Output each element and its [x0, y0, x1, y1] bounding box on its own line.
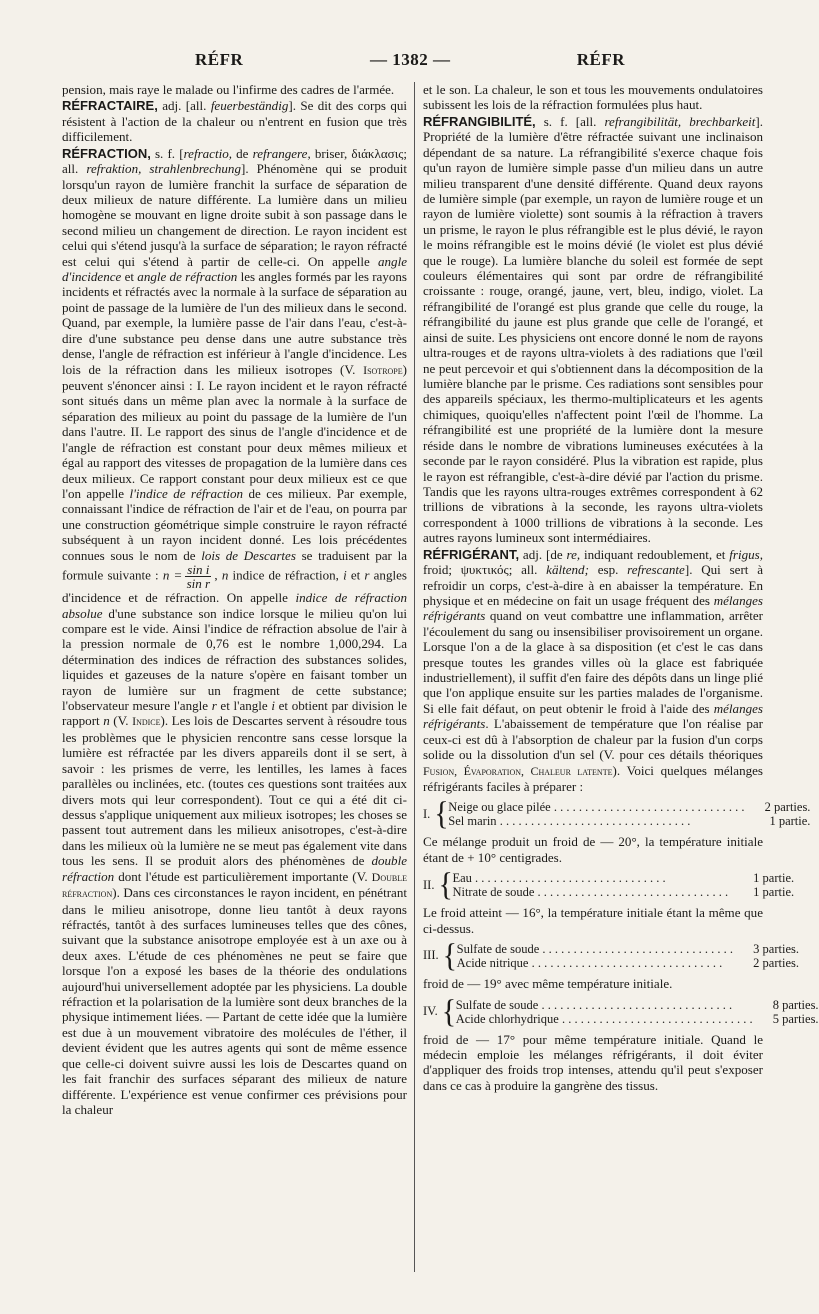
formula-fraction — [185, 563, 211, 590]
mixture-number: I. — [423, 806, 431, 821]
cross-reference: Isotrope — [363, 362, 403, 377]
mixture-row: Sulfate de soude . . . 8 parties. — [456, 998, 819, 1012]
mixture-number: II. — [423, 877, 435, 892]
brace-glyph: { — [434, 795, 449, 833]
mixture-table — [423, 866, 795, 903]
right-column — [423, 82, 819, 1302]
continued-paragraph: et le son. La chaleur, le son et tous les mouvements ondulatoires subissent les lois de la réfraction formulées plus haut. — [423, 82, 763, 113]
mixture-result: froid de — 19° avec même température initiale. — [423, 976, 673, 992]
headword: RÉFRANGIBILITÉ, — [423, 113, 536, 129]
mixture-table — [423, 992, 819, 1030]
formula-numerator: sin i — [187, 562, 210, 578]
mixture-result: Le froid atteint — 16°, la température initiale étant la même que ci-dessus. — [423, 905, 763, 936]
cross-reference: Indice — [132, 714, 161, 729]
formula-lhs: n = — [162, 567, 183, 583]
brace-glyph: { — [441, 992, 457, 1030]
column-divider — [414, 82, 415, 1272]
mixture-row: Neige ou glace pilée . . . 2 parties. — [448, 800, 810, 814]
left-column — [62, 82, 407, 1302]
brace-glyph: { — [442, 937, 458, 974]
brace-glyph: { — [438, 866, 453, 903]
entry-refractaire: RÉFRACTAIRE, adj. [all. feuerbeständig]. Se dit des corps qui résistent à l'action de la chaleur ou n'entrent en fusion que très difficilement. — [62, 98, 408, 145]
entry-refrangibilite: RÉFRANGIBILITÉ, s. f. [all. refrangibilität, brechbarkeit]. Propriété de la lumière d'être réfractée suivant une inclinaison dépendant de sa nature. La réfrangibilité s'exerce chaque fois qu'un rayon de lumière simple passe d'un milieu dans un autre milieu transparent d'une densité différente. Quand deux rayons de lumière simple (par exemple, un rayon de lumière rouge et un rayon de lumière violette) sont soumis à la réfraction à travers un prisme, le rayon le plus réfrangible est le plus dévié, le rayon le moins réfrangible est le moins dévié (le violet est plus dévié que le rouge). La lumière blanche du soleil est formée de sept couleurs élémentaires qui sont par ordre de réfrangibilité croissante : rouge, orangé, jaune, vert, bleu, indigo, violet. La réfrangibilité de l'orangé est plus grande que celle du rouge, la réfrangibilité du jaune est plus grande que celle de l'orangé, et ainsi de suite. Les physiciens ont encore donné le nom de rayons ultra-rouges et de rayons ultra-violets à des radiations que l'œil ne peut percevoir et qui s'obtiennent dans la décomposition de la lumière blanche par le prisme. Ces radiations sont sensibles pour des appareils spéciaux, les thermo-multiplicateurs et les agents chimiques, quoiqu'elles n'affectent point l'œil de l'homme. La réfrangibilité est une propriété de la lumière dont la mesure réside dans le nombre de vibrations lumineuses exécutées à la seconde par le rayon considéré. Plus la vibration est rapide, plus le rayon est réfrangible, c'est-à-dire dévié par l'action du prisme. Tandis que les rayons ultra-rouges extrêmes correspondent à 62 trillions de vibrations à la seconde, les rayons ultra-violets correspondent à 1000 trillions de vibrations à la seconde. Les autres rayons lumineux sont intermédiaires. — [423, 113, 763, 546]
entry-refraction: RÉFRACTION, s. f. [refractio, de refrangere, briser, διάκλασις; all. refraktion, strahlenbrechung]. Phénomène qui se produit lorsqu'un rayon de lumière franchit la surface de séparation de deux milieux de nature différente. La lumière dans un milieu homogène se mouvant en ligne droite subit à son passage dans le second milieu un changement de direction. Le rayon incident est celui qui s'étend jusqu'à la surface de séparation; le rayon réfracté est celui qui s'étend à partir de celle-ci. On appelle angle d'incidence et angle de réfraction les angles formés par les rayons incidents et réfractés avec la normale à la surface de séparation au point de passage de la lumière de l'un des milieux dans le second. Quand, par exemple, la lumière passe de l'air dans l'eau, c'est-à-dire d'une substance peu dense dans une autre substance très dense, l'angle de réfraction est inférieur à l'angle d'incidence. Les lois de la réfraction dans les milieux isotropes (V. Isotrope) peuvent s'énoncer ainsi : I. Le rayon incident et le rayon réfracté sont situés dans un même plan avec la normale à la surface de séparation des milieux au point du passage de la lumière de l'un dans l'autre. II. Le rapport des sinus de l'angle d'incidence et de l'angle de réfraction est constant pour deux mêmes milieux et égal au rapport des vitesses de propagation de la lumière dans ces deux milieux. Ce rapport constant pour deux milieux est ce que l'on appelle l'indice de réfraction de ces milieux. Par exemple, connaissant l'indice de réfraction de l'air et de l'eau, on pourra par une construction géométrique simple construire le rayon réfracté subséquent à un rayon incident donné. Les lois précédentes connues sous le nom de lois de Descartes se traduisent par la formule suivante : n = $\frac{\text{sin i}}{\text{sin r}}$ , n indice de réfraction, i et r angles d'incidence et de réfraction. On appelle indice de réfraction absolue d'une substance son indice lorsque le milieu qu'on lui compare est le vide. Ainsi l'indice de réfraction absolue de l'air à la pression normale de 0,76 est le nombre 1,000,294. La détermination des indices de réfraction des substances solides, liquides et gazeuses de la nature s'opère en faisant tomber un rayon de lumière sur un fragment de cette substance; l'observateur mesure l'angle r et l'angle i et obtient par division le rapport n (V. Indice). Les lois de Descartes servent à résoudre tous les problèmes que le physicien rencontre sans cesse lorsque la lumière est réfractée par les divers appareils dont il se sert, à savoir : les prismes de verre, les lentilles, les lames à faces parallèles ou inclinées, etc. (toutes ces questions sont traitées aux divers mots qui leur correspondent). Tout ce qui a été dit ci-dessus s'applique uniquement aux milieux isotropes; les choses se passent tout autrement dans les milieux anisotropes, c'est-à-dire dans les milieux où la lumière ne se meut pas également vite dans tous les sens. Il se produit alors des phénomènes de double réfraction dont l'étude est particulièrement importante (V. Double réfraction). Dans ces circonstances le rayon incident, en pénétrant dans le milieu anisotrope, donne lieu tantôt à deux rayons réfractés, tantôt à des surfaces lumineuses telles que des cônes, suivant que la substance anisotrope employée est à un axe ou à deux axes. L'étude de ces phénomènes ne peut se faire que lorsque l'on a exposé les bases de la théorie des ondulations aujourd'hui universellement adoptée par les physiciens. La double réfraction et la polarisation de la lumière sont deux branches de la physique intimement liées. — Partant de cette idée que la lumière est due à un mouvement vibratoire des molécules de l'éther, il devient évident que les autres agents qui sont de même essence que celle-ci doivent suivre aussi les lois de Descartes quand on les fait franchir des surfaces séparant des milieux de nature différente. L'expérience est venue confirmer ces prévisions pour la chaleur — [62, 145, 408, 1117]
mixture-table — [423, 937, 799, 974]
header-right-guideword: RÉFR — [576, 50, 625, 69]
mixture-number: III. — [423, 948, 439, 963]
mixture-row: Sel marin . . . 1 partie. — [448, 814, 810, 828]
running-header — [40, 50, 760, 76]
headword: RÉFRIGÉRANT, — [423, 546, 520, 562]
cross-reference: Double réfraction — [62, 869, 407, 901]
page-number: — 1382 — — [370, 50, 451, 69]
continued-paragraph: pension, mais raye le malade ou l'infirme des cadres de l'armée. — [62, 82, 395, 97]
cross-reference: Fusion, Évaporation, Chaleur latente — [423, 763, 613, 778]
mixture-number: IV. — [423, 1003, 438, 1018]
mixture-row: Sulfate de soude . . . 3 parties. — [457, 942, 799, 956]
mixture-row: Acide nitrique . . . 2 parties. — [457, 956, 799, 970]
mixture-row: Eau . . . 1 partie. — [452, 871, 794, 885]
mixture-row: Acide chlorhydrique . . . 5 parties. — [456, 1012, 819, 1026]
entry-refrigerant: RÉFRIGÉRANT, adj. [de re, indiquant redoublement, et frigus, froid; ψυκτικός; all. kältend; esp. refrescante]. Qui sert à refroidir un corps, c'est-à-dire à en abaisser la température. En physique et en médecine on fait un usage fréquent des mélanges réfrigérants quand on veut combattre une inflammation, arrêter l'écoulement du sang ou insensibiliser provisoirement un organe. Lorsque l'on a de la glace à sa disposition (et c'est le cas dans presque toutes les grandes villes où la glace est fabriquée industriellement), il suffit d'en faire des dépôts dans un linge plié que l'on applique ensuite sur les parties malades de l'organisme. Si elle fait défaut, on peut obtenir le froid à l'aide des mélanges réfrigérants. L'abaissement de température que l'on réalise par ceux-ci est dû à l'absorption de chaleur par la fusion d'un corps solide ou la dissolution d'un sel (V. pour ces détails théoriques Fusion, Évaporation, Chaleur latente). Voici quelques mélanges réfrigérants faciles à préparer : — [423, 546, 763, 794]
mixture-row: Nitrate de soude . . . 1 partie. — [452, 885, 794, 899]
mixture-table — [423, 795, 811, 833]
headword: RÉFRACTAIRE, — [62, 98, 158, 114]
formula-denominator: sin r — [186, 576, 211, 592]
header-left-guideword: RÉFR — [195, 50, 244, 69]
mixture-result: Ce mélange produit un froid de — 20°, la température initiale étant de + 10° centigrades. — [423, 834, 763, 865]
mixture-result: froid de — 17° pour même température initiale. Quand le médecin emploie les mélanges réfrigérants, il doit éviter d'appliquer des froids trop intenses, attendu qu'il peut s'exposer dans ce cas à produire la gangrène des tissus. — [423, 1031, 763, 1093]
headword: RÉFRACTION, — [62, 145, 151, 161]
